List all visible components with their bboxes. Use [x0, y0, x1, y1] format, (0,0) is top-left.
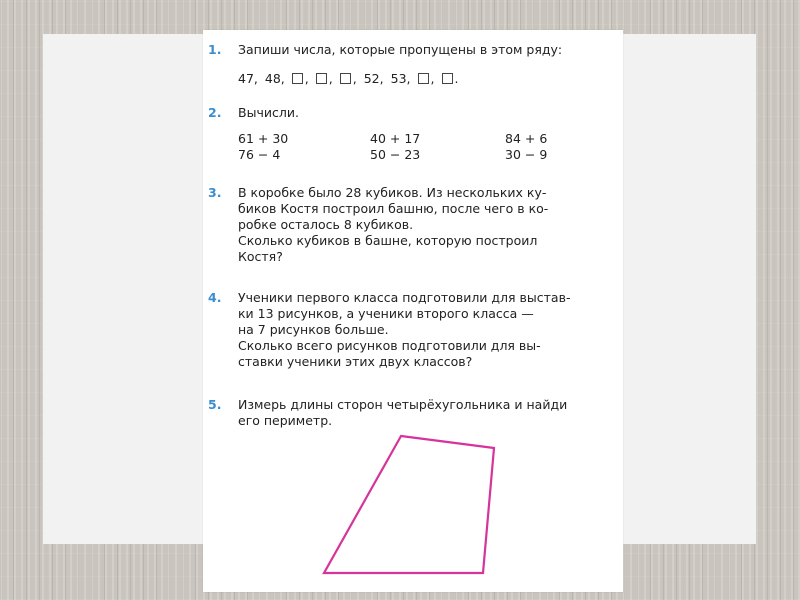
expression-column — [238, 131, 288, 163]
text-line: ставки ученики этих двух классов? — [238, 354, 473, 369]
text-line: биков Костя построил башню, после чего в ко- — [238, 201, 549, 216]
number-sequence — [238, 71, 465, 86]
sequence-item: , — [430, 71, 435, 86]
quadrilateral-outline — [324, 436, 494, 573]
text-line: В коробке было 28 кубиков. Из нескольких ку- — [238, 185, 547, 200]
expression: 30 − 9 — [505, 147, 548, 162]
text-line: Сколько кубиков в башне, которую построил — [238, 233, 538, 248]
text-line: его периметр. — [238, 413, 333, 428]
empty-box — [340, 73, 351, 84]
text-line: робке осталось 8 кубиков. — [238, 217, 414, 232]
expression: 61 + 30 — [238, 131, 289, 146]
sequence-item: 52, — [363, 71, 384, 86]
expression-column — [505, 131, 547, 163]
expression: 40 + 17 — [370, 131, 421, 146]
text-line: на 7 рисунков больше. — [238, 322, 389, 337]
text-line: Измерь длины сторон четырёхугольника и найди — [238, 397, 568, 412]
task-text: Запиши числа, которые пропущены в этом ряду: — [238, 42, 563, 57]
task-number: 2. — [208, 105, 222, 120]
task-text — [238, 290, 604, 370]
task-number: 4. — [208, 290, 222, 305]
task-number: 3. — [208, 185, 222, 200]
empty-box — [292, 73, 303, 84]
task-text — [238, 185, 604, 265]
sequence-item: . — [454, 71, 459, 86]
text-line: Костя? — [238, 249, 283, 264]
textbook-page — [203, 30, 623, 592]
task-number: 1. — [208, 42, 222, 57]
task-text: Вычисли. — [238, 105, 299, 120]
sequence-item: 47, — [238, 71, 258, 86]
text-line: ки 13 рисунков, а ученики второго класса — — [238, 306, 534, 321]
expression-column — [370, 131, 420, 163]
empty-box — [418, 73, 429, 84]
sequence-item: , — [328, 71, 333, 86]
sequence-item: , — [304, 71, 309, 86]
sequence-item: 53, — [390, 71, 411, 86]
quadrilateral-figure — [303, 428, 523, 578]
text-line: Ученики первого класса подготовили для выстав- — [238, 290, 571, 305]
empty-box — [316, 73, 327, 84]
task-text — [238, 397, 604, 429]
expression: 84 + 6 — [505, 131, 548, 146]
text-line: Сколько всего рисунков подготовили для вы- — [238, 338, 541, 353]
sequence-item: 48, — [264, 71, 285, 86]
task-number: 5. — [208, 397, 222, 412]
expression: 76 − 4 — [238, 147, 281, 162]
expression: 50 − 23 — [370, 147, 421, 162]
empty-box — [442, 73, 453, 84]
sequence-item: , — [352, 71, 357, 86]
